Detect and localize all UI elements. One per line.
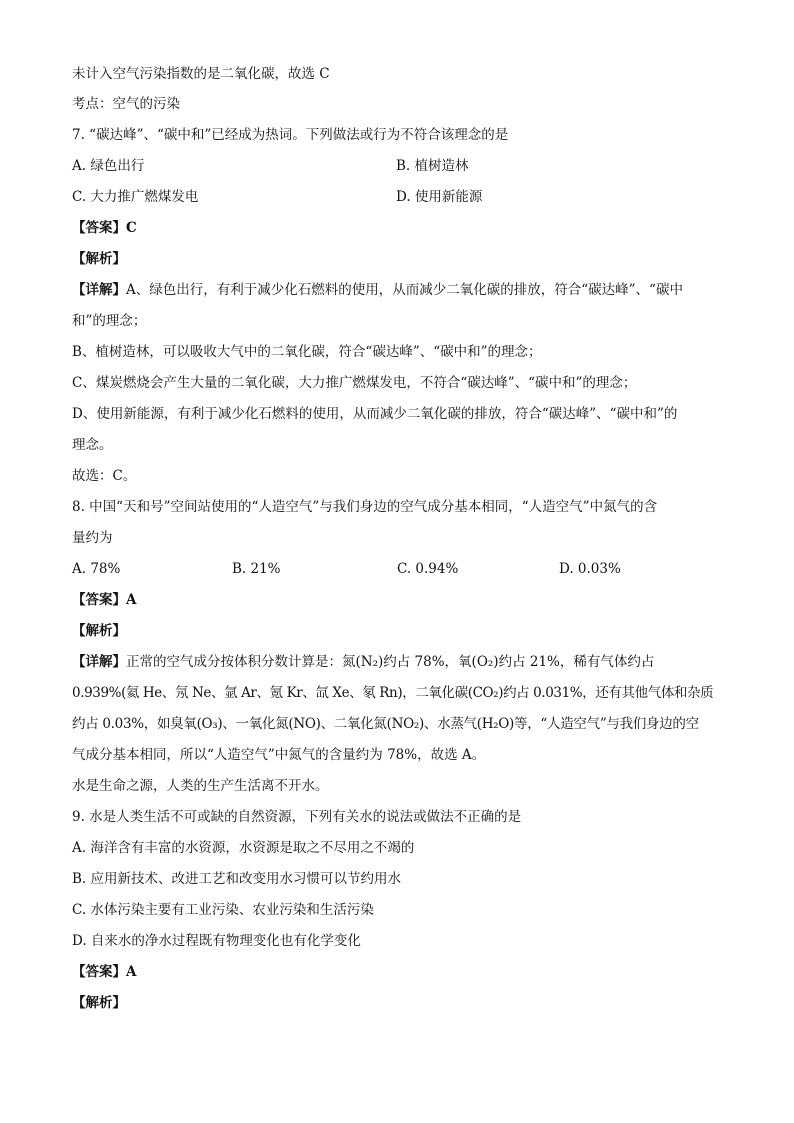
option-b: B. 植树造林 <box>396 158 469 174</box>
option-c: C. 0.94% <box>397 561 459 577</box>
option-b: B. 应用新技术、改进工艺和改变用水习惯可以节约用水 <box>72 871 402 887</box>
text-line: 故选：C。 <box>72 468 137 484</box>
analysis-label: 【解析】 <box>72 623 126 639</box>
text-line: 约占 0.03%，如臭氧(O₃)、一氧化氮(NO)、二氧化氮(NO₂)、水蒸气(H₂O)等，“人造空气”与我们身边的空 <box>72 716 699 732</box>
text-line: B、植树造林，可以吸收大气中的二氧化碳，符合“碳达峰”、“碳中和”的理念； <box>72 344 542 360</box>
detail-label: 【详解】 <box>72 282 126 298</box>
text-line: 气成分基本相同，所以“人造空气”中氮气的含量约为 78%，故选 A。 <box>72 747 486 763</box>
text-line: C、煤炭燃烧会产生大量的二氧化碳，大力推广燃煤发电，不符合“碳达峰”、“碳中和”的理念； <box>72 375 637 391</box>
option-c: C. 大力推广燃煤发电 <box>72 189 199 205</box>
question-8-stem-cont: 量约为 <box>72 530 113 546</box>
question-7-stem: 7. “碳达峰”、“碳中和”已经成为热词。下列做法或行为不符合该理念的是 <box>72 127 509 143</box>
text-line: 和”的理念； <box>72 313 147 329</box>
answer-label: 【答案】C <box>72 220 137 236</box>
question-9-stem: 9. 水是人类生活不可或缺的自然资源，下列有关水的说法或做法不正确的是 <box>72 809 522 825</box>
answer-label: 【答案】A <box>72 592 137 608</box>
text-line: D、使用新能源，有利于减少化石燃料的使用，从而减少二氧化碳的排放，符合“碳达峰”、“碳中和”的 <box>72 406 678 422</box>
question-7-options-row-1 <box>72 156 722 176</box>
question-8-stem: 8. 中国“天和号”空间站使用的“人造空气”与我们身边的空气成分基本相同，“人造空气”中氮气的含 <box>72 499 658 515</box>
option-a: A. 绿色出行 <box>72 158 145 174</box>
detail-line <box>72 652 654 672</box>
option-d: D. 0.03% <box>559 561 621 577</box>
question-7-options-row-2 <box>72 187 722 207</box>
option-a: A. 海洋含有丰富的水资源，水资源是取之不尽用之不竭的 <box>72 840 415 856</box>
option-b: B. 21% <box>232 561 281 577</box>
detail-text: A、绿色出行，有利于减少化石燃料的使用，从而减少二氧化碳的排放，符合“碳达峰”、“碳中 <box>126 282 683 298</box>
detail-label: 【详解】 <box>72 654 126 670</box>
analysis-label: 【解析】 <box>72 251 126 267</box>
analysis-label: 【解析】 <box>72 995 126 1011</box>
text-line: 考点：空气的污染 <box>72 96 180 112</box>
text-line: 水是生命之源，人类的生产生活离不开水。 <box>72 778 329 794</box>
detail-line <box>72 280 683 300</box>
option-d: D. 使用新能源 <box>396 189 483 205</box>
option-d: D. 自来水的净水过程既有物理变化也有化学变化 <box>72 933 361 949</box>
text-line: 0.939%(氦 He、氖 Ne、氩 Ar、氪 Kr、氙 Xe、氡 Rn)，二氧化碳(CO₂)约占 0.031%，还有其他气体和杂质 <box>72 685 714 701</box>
option-a: A. 78% <box>72 561 121 577</box>
text-line: 理念。 <box>72 437 113 453</box>
detail-text: 正常的空气成分按体积分数计算是：氮(N₂)约占 78%，氧(O₂)约占 21%，稀有气体约占 <box>126 654 655 670</box>
question-8-options <box>72 559 722 579</box>
option-c: C. 水体污染主要有工业污染、农业污染和生活污染 <box>72 902 374 918</box>
text-line: 未计入空气污染指数的是二氧化碳，故选 C <box>72 66 330 82</box>
answer-label: 【答案】A <box>72 964 137 980</box>
